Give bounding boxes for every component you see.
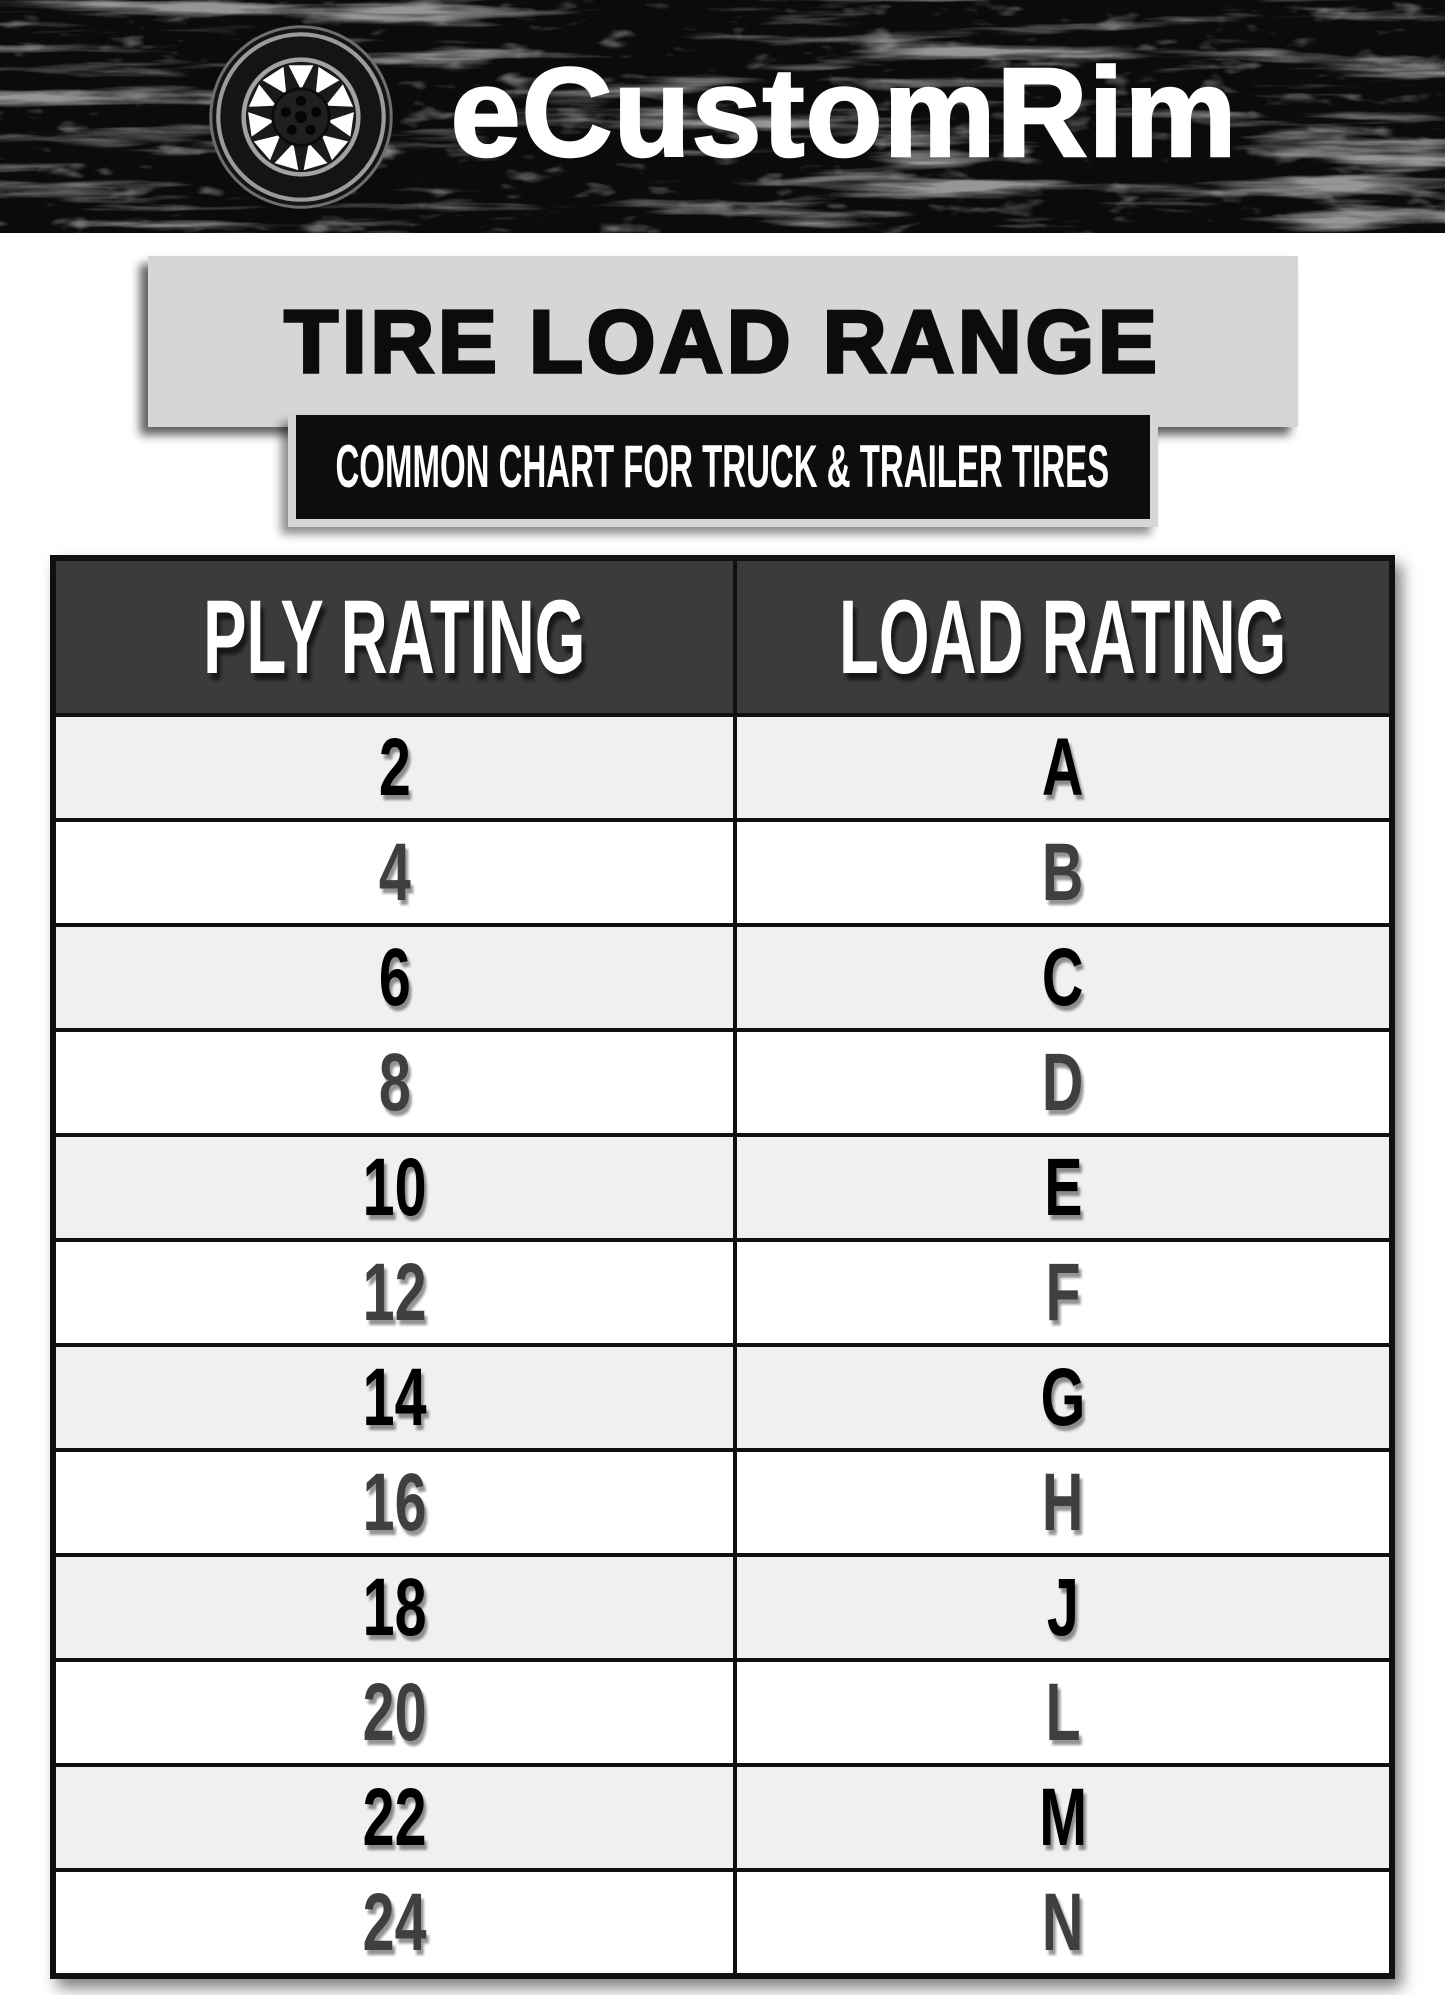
load-value: H	[1042, 1456, 1084, 1548]
load-cell	[733, 1872, 1389, 1973]
ply-cell	[56, 1347, 733, 1448]
load-value: F	[1045, 1246, 1081, 1338]
load-cell	[733, 1032, 1389, 1133]
ply-value: 6	[378, 931, 411, 1023]
table-row	[56, 1133, 1389, 1238]
load-cell	[733, 1557, 1389, 1658]
ply-cell	[56, 927, 733, 1028]
ply-cell	[56, 1032, 733, 1133]
load-cell	[733, 1347, 1389, 1448]
load-value: E	[1043, 1141, 1083, 1233]
load-cell	[733, 1242, 1389, 1343]
load-value: M	[1039, 1771, 1087, 1863]
table-row	[56, 1448, 1389, 1553]
table-header-row	[56, 561, 1389, 713]
ply-cell	[56, 1557, 733, 1658]
load-value: C	[1042, 931, 1084, 1023]
ply-cell	[56, 717, 733, 818]
ply-value: 22	[362, 1771, 427, 1863]
title-banner	[148, 256, 1298, 427]
ply-cell	[56, 1452, 733, 1553]
table-row	[56, 1028, 1389, 1133]
brand-header	[0, 0, 1445, 233]
brand-name: eCustomRim	[450, 41, 1238, 183]
table-row	[56, 1868, 1389, 1973]
ply-cell	[56, 1137, 733, 1238]
column-header-ply-rating	[56, 561, 733, 713]
load-value: N	[1042, 1876, 1084, 1968]
table-row	[56, 1343, 1389, 1448]
ply-value: 4	[378, 826, 411, 918]
page-subtitle: COMMON CHART FOR TRUCK & TRAILER TIRES	[335, 433, 1110, 500]
ply-value: 2	[378, 721, 411, 813]
ply-cell	[56, 1242, 733, 1343]
column-header-label: PLY RATING	[203, 578, 586, 696]
ply-cell	[56, 1662, 733, 1763]
table-row	[56, 1763, 1389, 1868]
ply-cell	[56, 822, 733, 923]
load-cell	[733, 1767, 1389, 1868]
column-header-label: LOAD RATING	[839, 578, 1287, 696]
ply-cell	[56, 1872, 733, 1973]
ply-value: 10	[362, 1141, 427, 1233]
ply-value: 8	[378, 1036, 411, 1128]
ply-value: 20	[362, 1666, 427, 1758]
load-cell	[733, 1662, 1389, 1763]
load-cell	[733, 1452, 1389, 1553]
tire-wheel-icon	[207, 23, 395, 211]
load-value: J	[1047, 1561, 1080, 1653]
load-value: L	[1045, 1666, 1081, 1758]
load-value: G	[1040, 1351, 1086, 1443]
ply-value: 18	[362, 1561, 427, 1653]
table-row	[56, 818, 1389, 923]
load-range-table	[50, 555, 1395, 1979]
ply-value: 12	[362, 1246, 427, 1338]
page-title: TIRE LOAD RANGE	[284, 291, 1161, 391]
ply-value: 16	[362, 1456, 427, 1548]
load-cell	[733, 717, 1389, 818]
column-header-load-rating	[733, 561, 1389, 713]
load-value: A	[1042, 721, 1084, 813]
load-value: D	[1042, 1036, 1084, 1128]
ply-cell	[56, 1767, 733, 1868]
table-row	[56, 1658, 1389, 1763]
load-value: B	[1042, 826, 1084, 918]
ply-value: 14	[362, 1351, 427, 1443]
table-row	[56, 1238, 1389, 1343]
table-row	[56, 713, 1389, 818]
load-cell	[733, 927, 1389, 1028]
load-cell	[733, 822, 1389, 923]
ply-value: 24	[362, 1876, 427, 1968]
table-row	[56, 1553, 1389, 1658]
subtitle-banner	[288, 415, 1158, 527]
table-row	[56, 923, 1389, 1028]
load-cell	[733, 1137, 1389, 1238]
